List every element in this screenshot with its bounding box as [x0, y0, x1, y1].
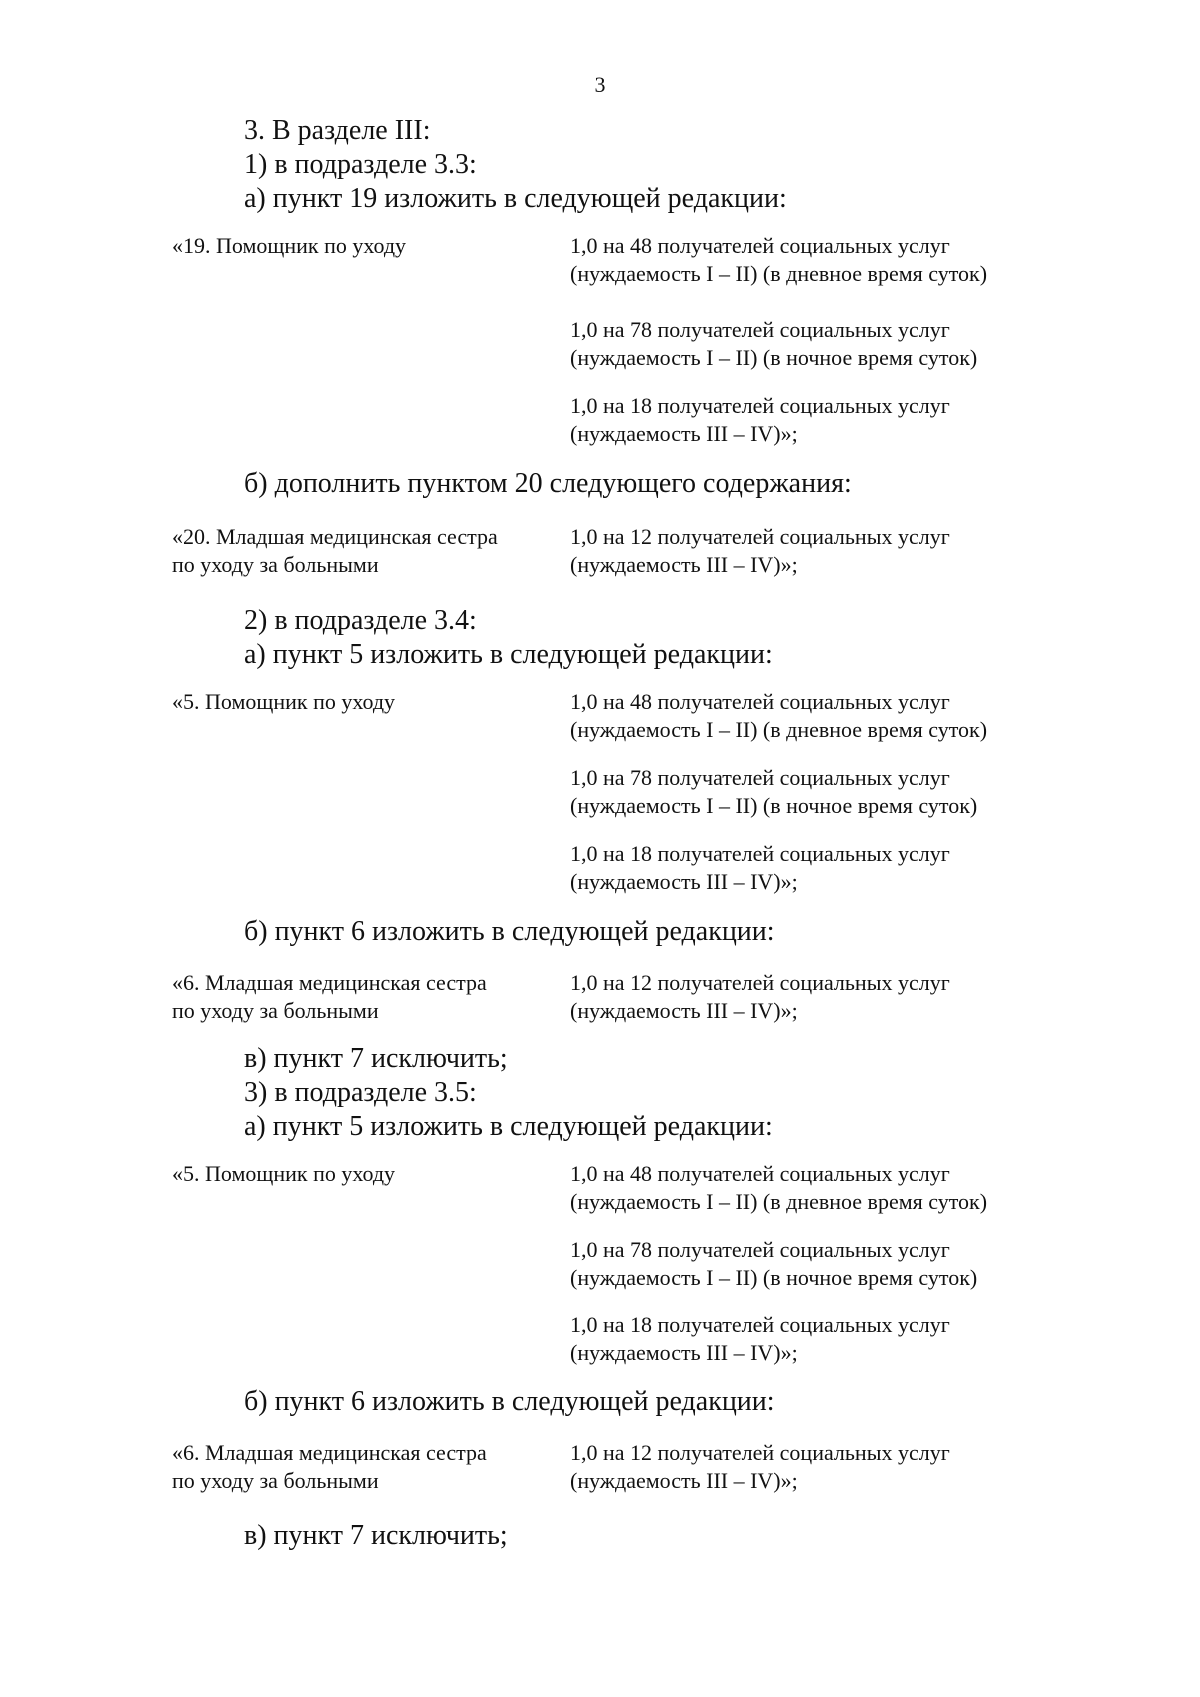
instruction: б) пункт 6 изложить в следующей редакции: [244, 1386, 775, 1417]
norm-line: (нуждаемость I – II) (в ночное время суток) [570, 1265, 978, 1290]
norm-line: 1,0 на 12 получателей социальных услуг [570, 524, 950, 549]
norm-line: 1,0 на 48 получателей социальных услуг [570, 233, 950, 258]
item-name [172, 523, 498, 579]
item-norm [570, 1311, 950, 1367]
norm-line: (нуждаемость III – IV)»; [570, 869, 798, 894]
item-norm [570, 392, 950, 448]
name-line: «6. Младшая медицинская сестра [172, 970, 487, 995]
item-name [172, 969, 487, 1025]
item-name: «19. Помощник по уходу [172, 233, 407, 258]
instruction: б) пункт 6 изложить в следующей редакции: [244, 916, 775, 947]
norm-line: 1,0 на 18 получателей социальных услуг [570, 393, 950, 418]
norm-line: (нуждаемость III – IV)»; [570, 552, 798, 577]
instruction: а) пункт 5 изложить в следующей редакции: [244, 1111, 773, 1142]
norm-line: (нуждаемость III – IV)»; [570, 998, 798, 1023]
name-line: по уходу за больными [172, 1468, 379, 1493]
item-norm [570, 1236, 977, 1292]
item-norm [570, 764, 977, 820]
norm-line: 1,0 на 12 получателей социальных услуг [570, 970, 950, 995]
norm-line: 1,0 на 18 получателей социальных услуг [570, 841, 950, 866]
norm-line: (нуждаемость I – II) (в ночное время суток) [570, 345, 978, 370]
item-norm [570, 840, 950, 896]
item-norm [570, 316, 977, 372]
name-line: «20. Младшая медицинская сестра [172, 524, 498, 549]
subsection-heading: 2) в подразделе 3.4: [244, 605, 477, 636]
instruction: в) пункт 7 исключить; [244, 1520, 508, 1551]
norm-line: 1,0 на 48 получателей социальных услуг [570, 1161, 950, 1186]
instruction: в) пункт 7 исключить; [244, 1043, 508, 1074]
section-heading: 3. В разделе III: [244, 115, 431, 146]
item-name: «5. Помощник по уходу [172, 689, 396, 714]
norm-line: (нуждаемость I – II) (в ночное время суток) [570, 793, 978, 818]
instruction: б) дополнить пунктом 20 следующего содержания: [244, 468, 852, 499]
norm-line: 1,0 на 18 получателей социальных услуг [570, 1312, 950, 1337]
norm-line: 1,0 на 48 получателей социальных услуг [570, 689, 950, 714]
name-line: «6. Младшая медицинская сестра [172, 1440, 487, 1465]
subsection-heading: 1) в подразделе 3.3: [244, 149, 477, 180]
subsection-heading: 3) в подразделе 3.5: [244, 1077, 477, 1108]
item-norm [570, 232, 987, 288]
norm-line: 1,0 на 78 получателей социальных услуг [570, 1237, 950, 1262]
norm-line: 1,0 на 78 получателей социальных услуг [570, 765, 950, 790]
norm-line: 1,0 на 78 получателей социальных услуг [570, 317, 950, 342]
instruction: а) пункт 5 изложить в следующей редакции: [244, 639, 773, 670]
name-line: по уходу за больными [172, 552, 379, 577]
item-norm [570, 969, 950, 1025]
item-norm [570, 688, 987, 744]
name-line: по уходу за больными [172, 998, 379, 1023]
item-norm [570, 523, 950, 579]
item-name [172, 1439, 487, 1495]
item-norm [570, 1439, 950, 1495]
page-number: 3 [594, 72, 606, 97]
norm-line: (нуждаемость I – II) (в дневное время суток) [570, 1189, 988, 1214]
norm-line: (нуждаемость III – IV)»; [570, 421, 798, 446]
norm-line: (нуждаемость I – II) (в дневное время суток) [570, 717, 988, 742]
norm-line: 1,0 на 12 получателей социальных услуг [570, 1440, 950, 1465]
item-name: «5. Помощник по уходу [172, 1161, 396, 1186]
norm-line: (нуждаемость I – II) (в дневное время суток) [570, 261, 988, 286]
norm-line: (нуждаемость III – IV)»; [570, 1468, 798, 1493]
norm-line: (нуждаемость III – IV)»; [570, 1340, 798, 1365]
item-norm [570, 1160, 987, 1216]
instruction: а) пункт 19 изложить в следующей редакции: [244, 183, 787, 214]
